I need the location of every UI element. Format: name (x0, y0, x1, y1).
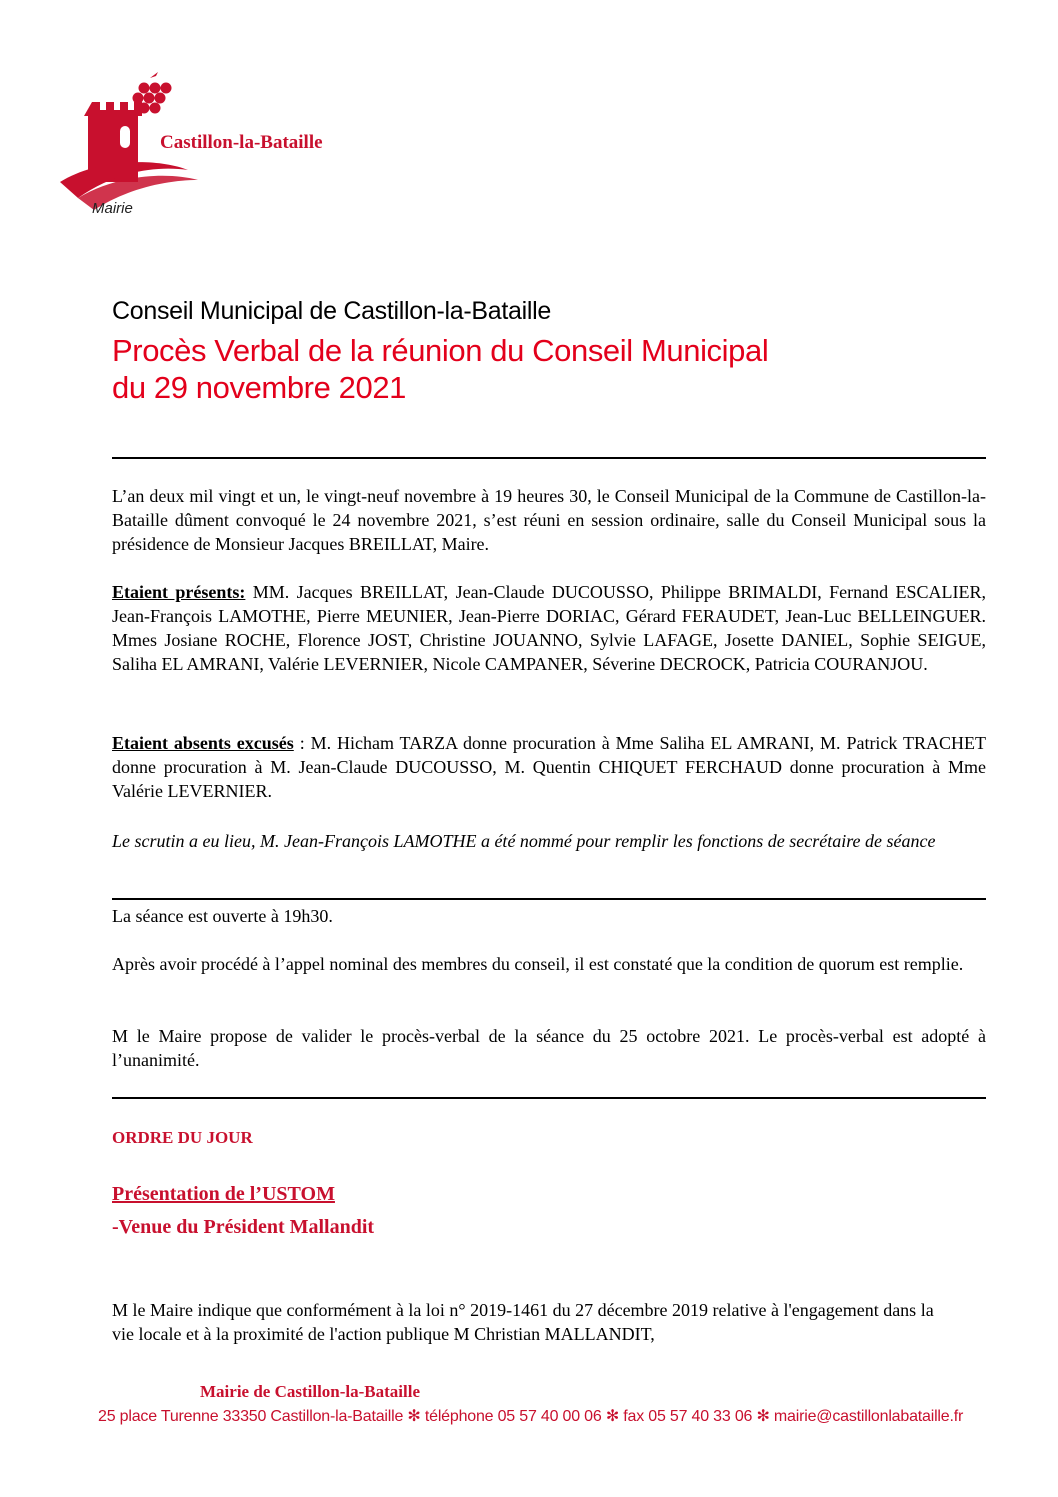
council-heading: Conseil Municipal de Castillon-la-Bataille (112, 297, 551, 325)
present-list: MM. Jacques BREILLAT, Jean-Claude DUCOUSSO, Philippe BRIMALDI, Fernand ESCALIER, Jean-François LAMOTHE, Pierre MEUNIER, Jean-Pierre DORIAC, Gérard FERAUDET, Jean-Luc BELLEINGUER. Mmes Josiane ROCHE, Florence JOST, Christine JOUANNO, Sylvie LAFAGE, Josette DANIEL, Sophie SEIGUE, Saliha EL AMRANI, Valérie LEVERNIER, Nicole CAMPANER, Séverine DECROCK, Patricia COURANJOU. (112, 582, 986, 674)
divider (112, 898, 986, 900)
minutes-paragraph: M le Maire propose de valider le procès-verbal de la séance du 25 octobre 2021. Le procès-verbal est adopté à l’unanimité. (112, 1026, 986, 1070)
footer-name: Mairie de Castillon-la-Bataille (200, 1382, 421, 1401)
agenda-label: ORDRE DU JOUR (112, 1128, 253, 1147)
document-title (112, 332, 768, 406)
quorum-paragraph: Après avoir procédé à l’appel nominal des membres du conseil, il est constaté que la condition de quorum est remplie. (112, 954, 964, 974)
brand-subtitle: Mairie (92, 200, 133, 217)
absent-label: Etaient absents excusés (112, 733, 294, 753)
agenda-body: M le Maire indique que conformément à la loi n° 2019-1461 du 27 décembre 2019 relative à l'engagement dans la vie locale et à la proximité de l'action publique M Christian MALLANDIT, (112, 1300, 934, 1344)
footer-address: 25 place Turenne 33350 Castillon-la-Bataille ✻ téléphone 05 57 40 00 06 ✻ fax 05 57 40 33 06 ✻ mairie@castillonlabataille.fr (98, 1408, 964, 1425)
brand-name: Castillon-la-Bataille (160, 132, 323, 153)
opening-line: La séance est ouverte à 19h30. (112, 906, 333, 926)
scrutin-paragraph: Le scrutin a eu lieu, M. Jean-François LAMOTHE a été nommé pour remplir les fonctions de secrétaire de séance (112, 831, 936, 851)
section-title: Présentation de l’USTOM (112, 1183, 335, 1205)
present-label: Etaient présents: (112, 582, 246, 602)
absent-list: : M. Hicham TARZA donne procuration à Mme Saliha EL AMRANI, M. Patrick TRACHET donne procuration à M. Jean-Claude DUCOUSSO, M. Quentin CHIQUET FERCHAUD donne procuration à Mme Valérie LEVERNIER. (112, 733, 986, 801)
divider (112, 457, 986, 459)
title-line-2: du 29 novembre 2021 (112, 370, 407, 405)
absent-paragraph (112, 731, 986, 803)
divider (112, 1097, 986, 1099)
section-subtitle: -Venue du Président Mallandit (112, 1216, 375, 1238)
title-line-1: Procès Verbal de la réunion du Conseil Municipal (112, 333, 769, 368)
intro-paragraph: L’an deux mil vingt et un, le vingt-neuf novembre à 19 heures 30, le Conseil Municipal de la Commune de Castillon-la-Bataille dûment convoqué le 24 novembre 2021, s’est réuni en session ordinaire, salle du Conseil Municipal sous la présidence de Monsieur Jacques BREILLAT, Maire. (112, 486, 986, 554)
present-paragraph (112, 580, 986, 676)
